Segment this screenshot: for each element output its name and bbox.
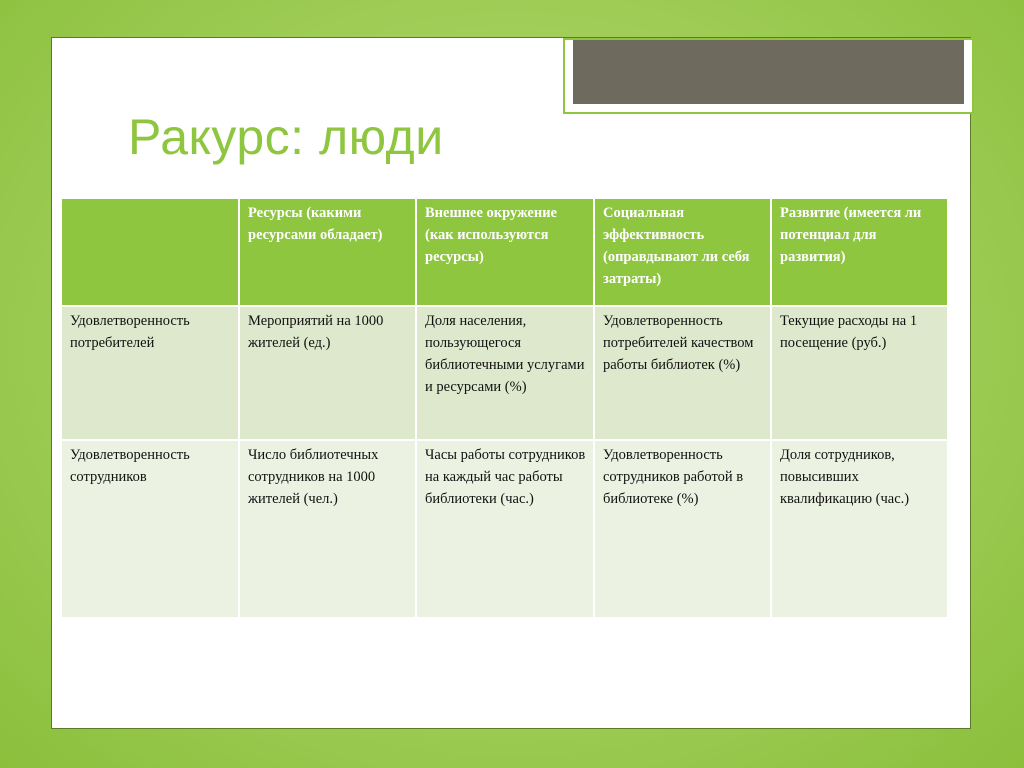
table-cell: Текущие расходы на 1 посещение (руб.) [771, 306, 948, 440]
row-label: Удовлетворенность потребителей [61, 306, 239, 440]
table-header-row [61, 198, 948, 306]
header-cell-environment: Внешнее окружение (как используются ресурсы) [416, 198, 594, 306]
table-cell: Доля населения, пользующегося библиотечными услугами и ресурсами (%) [416, 306, 594, 440]
table-row [61, 306, 948, 440]
table-cell: Доля сотрудников, повысивших квалификацию (час.) [771, 440, 948, 618]
title-box-fill [573, 40, 964, 104]
row-label: Удовлетворенность сотрудников [61, 440, 239, 618]
metrics-table [60, 197, 949, 619]
header-cell-resources: Ресурсы (какими ресурсами обладает) [239, 198, 416, 306]
table-cell: Удовлетворенность сотрудников работой в библиотеке (%) [594, 440, 771, 618]
table-cell: Число библиотечных сотрудников на 1000 жителей (чел.) [239, 440, 416, 618]
table-row [61, 440, 948, 618]
table-cell: Удовлетворенность потребителей качеством работы библиотек (%) [594, 306, 771, 440]
table-cell: Часы работы сотрудников на каждый час работы библиотеки (час.) [416, 440, 594, 618]
header-cell-development: Развитие (имеется ли потенциал для развития) [771, 198, 948, 306]
title-placeholder-box [563, 38, 974, 114]
header-cell-social-efficiency: Социальная эффективность (оправдывают ли себя затраты) [594, 198, 771, 306]
slide-title: Ракурс: люди [128, 109, 444, 165]
header-cell-empty [61, 198, 239, 306]
table-cell: Мероприятий на 1000 жителей (ед.) [239, 306, 416, 440]
